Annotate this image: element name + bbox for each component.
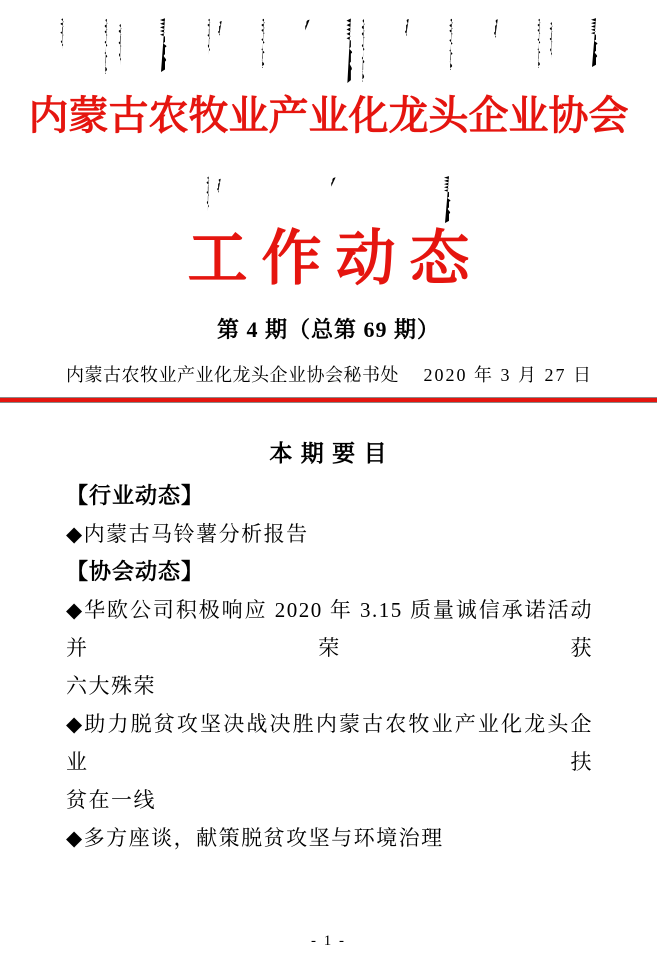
mongolian-glyph-icon <box>587 17 603 67</box>
page-number: - 1 - <box>311 933 346 949</box>
document-title: 工作动态 <box>187 226 484 292</box>
mongolian-glyph-icon <box>400 17 414 37</box>
toc-item-line: ◆助力脱贫攻坚决战决胜内蒙古农牧业产业化龙头企业扶 <box>66 712 593 774</box>
divider-rule <box>0 398 657 402</box>
issue-number: 第 4 期（总第 69 期） <box>216 317 440 342</box>
mongolian-glyph-icon <box>440 175 456 223</box>
mongolian-script-subtitle <box>201 175 456 225</box>
mongolian-glyph-icon <box>99 17 127 75</box>
mongolian-glyph-icon <box>489 17 503 39</box>
toc-list <box>66 477 593 857</box>
mongolian-glyph-icon <box>443 17 459 71</box>
toc-item-line: ◆华欧公司积极响应 2020 年 3.15 质量诚信承诺活动并荣获 <box>66 598 593 660</box>
mongolian-glyph-icon <box>343 17 371 83</box>
toc-item-line: 贫在一线 <box>66 788 156 812</box>
publish-date: 2020 年 3 月 27 日 <box>423 365 593 385</box>
mongolian-glyph-icon <box>300 17 314 33</box>
mongolian-glyph-icon <box>54 17 70 51</box>
mongolian-glyph-icon <box>255 17 271 69</box>
toc-section-header: 【行业动态】 <box>66 483 205 508</box>
mongolian-script-banner <box>54 17 603 87</box>
toc-item-line: ◆多方座谈，献策脱贫攻坚与环境治理 <box>66 826 444 850</box>
association-title: 内蒙古农牧业产业化龙头企业协会 <box>28 93 629 138</box>
mongolian-glyph-icon <box>202 17 226 57</box>
toc-item-line: ◆内蒙古马铃薯分析报告 <box>66 522 309 546</box>
toc-section-header: 【协会动态】 <box>66 559 205 584</box>
publisher-name: 内蒙古农牧业产业化龙头企业协会秘书处 <box>66 365 399 385</box>
publisher-row <box>66 361 593 387</box>
mongolian-glyph-icon <box>156 17 172 72</box>
toc-item-line: 六大殊荣 <box>66 674 156 698</box>
mongolian-glyph-icon <box>201 175 225 213</box>
toc-title: 本 期 要 目 <box>269 440 388 466</box>
mongolian-glyph-icon <box>532 17 558 69</box>
mongolian-glyph-icon <box>326 175 340 189</box>
